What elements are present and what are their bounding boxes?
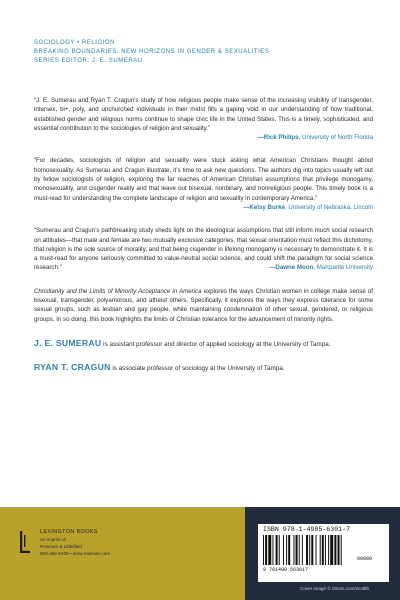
endorsement-2: “For decades, sociologists of religion and sexuality were stuck asking what American Christians thought about homosexuality. As Sumerau and Cragun illustrate, it’s time to ask new questions. The authors dig into topics usually left out by fellow sociologists of religion, exploring the far reaches of American Christian assumptions that privilege monogamy, monosexuality, and cisgender reality and that leave out bisexual, nonbinary, and nonreligious people. This timely book is a must-read for understanding the complete landscape of religion and sexuality in contemporary America.” —Kelsy Burke, University of Nebraska, Lincoln <box>34 157 373 211</box>
barcode-bar <box>338 535 340 565</box>
barcode-bar <box>322 535 324 565</box>
endorsement-text: “Sumerau and Cragun’s pathbreaking study sheds light on the ideological assumptions that still inform much social research on attitudes—that male and female are two mutually exclusive categories, that sexual orientation must reflect this dichotomy, that religion is the sole source of morality, and that being cisgender in lifelong monogamy is necessary to demonstrate it. It is a must-read for anyone seriously committed to value-neutral social science, and could shift the paradigm for social science research.” <box>34 227 373 272</box>
imprint-line: An imprint of <box>40 537 66 542</box>
endorsement-attribution: —Rick Philips, University of North Florida <box>257 134 373 142</box>
publisher-name: LEXINGTON BOOKS <box>40 529 98 535</box>
author-bio-text: is assistant professor and director of applied sociology at the University of Tampa. <box>101 340 331 348</box>
endorsement-text: “J. E. Sumerau and Ryan T. Cragun’s study of how religious people make sense of the increasing visibility of transgender, intersex, bi+, poly, and unchurched individuals in their midst fills a gaping void in our understanding of how traditional, established gender and religious norms continue to shape civic life in the United States. This is a timely, sophisticated, and essential contribution to the sociologies of religion and sexuality.” <box>34 97 373 132</box>
endorsement-text: “For decades, sociologists of religion and sexuality were stuck asking what American Christians thought about homosexuality. As Sumerau and Cragun illustrate, it’s time to ask new questions. The authors dig into topics usually left out by fellow sociologists of religion, exploring the far reaches of American Christian assumptions that privilege monogamy, monosexuality, and cisgender reality and that leave out bisexual, nonbinary, and nonreligious people. This timely book is a must-read for understanding the complete landscape of religion and sexuality in contemporary America.” <box>34 157 373 202</box>
endorser-name: —Rick Philips <box>257 134 299 142</box>
ean-digits: 9 781498 563017 <box>263 567 309 573</box>
endorser-affiliation: University of Nebraska, Lincoln <box>288 203 373 211</box>
author-bio-1 <box>34 339 373 349</box>
barcode-bar <box>309 535 310 565</box>
barcode-bar <box>288 535 290 565</box>
barcode-bar <box>299 535 300 565</box>
barcode-bar <box>286 535 287 565</box>
publisher-info <box>40 529 190 557</box>
endorser-name: —Kelsy Burke <box>243 203 285 211</box>
main-content <box>34 96 373 388</box>
author-bio-2 <box>34 363 373 373</box>
barcode-bar <box>296 535 298 565</box>
barcode-bar <box>265 535 267 565</box>
barcode-bar <box>293 535 294 565</box>
series-editor: SERIES EDITOR: J. E. SUMERAU <box>34 58 143 65</box>
series-header <box>34 39 374 67</box>
publisher-contact: 800-462-6420 • www.rowman.com <box>40 551 111 556</box>
endorser-affiliation: University of North Florida <box>302 134 373 142</box>
endorser-name: —Dawne Moon <box>269 264 314 272</box>
author-bio-text: is associate professor of sociology at the University of Tampa. <box>110 365 285 373</box>
barcode-bar <box>279 535 280 565</box>
barcode-bar <box>330 535 333 565</box>
description-text: explores the ways Christian women in college make sense of bisexual, transgender, polyamorous, and atheist others. Specifically, it explores the ways they express tolerance for some sexual groups, such as lesbian and gay people, while maintaining condemnation of other sexual, gendered, or religious groups. In so doing, this book highlights the limits of Christian tolerance for the advancement of minority rights. <box>34 287 373 323</box>
price-code: 90000 <box>357 556 373 562</box>
author-name: RYAN T. CRAGUN <box>34 362 111 373</box>
barcode-image <box>263 535 385 567</box>
endorser-affiliation: Marquette University <box>316 264 373 272</box>
barcode-bar <box>316 535 317 565</box>
barcode-bar <box>276 535 278 565</box>
barcode-bar <box>334 535 336 565</box>
barcode-bar <box>320 535 321 565</box>
book-series-title: BREAKING BOUNDARIES: NEW HORIZONS IN GENDER & SEXUALITIES <box>34 49 270 56</box>
barcode-bar <box>325 535 326 565</box>
barcode-bar <box>268 535 271 565</box>
barcode-bar <box>328 535 329 565</box>
endorsement-3: “Sumerau and Cragun’s pathbreaking study sheds light on the ideological assumptions that still inform much social research on attitudes—that male and female are two mutually exclusive categories, that sexual orientation must reflect this dichotomy, that religion is the sole source of morality, and that being cisgender in lifelong monogamy is necessary to demonstrate it. It is a must-read for anyone seriously committed to value-neutral social science, and could shift the paradigm for social science research.” —Dawne Moon, Marquette University <box>34 227 373 272</box>
barcode-bar <box>263 535 264 565</box>
author-name: J. E. SUMERAU <box>34 337 102 348</box>
barcode-bar <box>272 535 273 565</box>
book-description <box>34 287 373 324</box>
barcode-bar <box>306 535 308 565</box>
cover-credit: Cover image © iStock.com/scottlb <box>300 586 369 591</box>
barcode-bar <box>341 535 342 565</box>
subject-line: SOCIOLOGY • RELIGION <box>34 40 116 46</box>
isbn-number: ISBN 978-1-4985-6301-7 <box>263 526 351 533</box>
lexington-logo-icon <box>20 531 30 553</box>
barcode-bar <box>283 535 284 565</box>
parent-publisher: Rowman & Littlefield <box>40 544 82 549</box>
endorsement-1 <box>34 96 373 142</box>
barcode-bar <box>311 535 313 565</box>
barcode-bar <box>302 535 303 565</box>
book-title: Christianity and the Limits of Minority Acceptance in America <box>34 287 202 295</box>
